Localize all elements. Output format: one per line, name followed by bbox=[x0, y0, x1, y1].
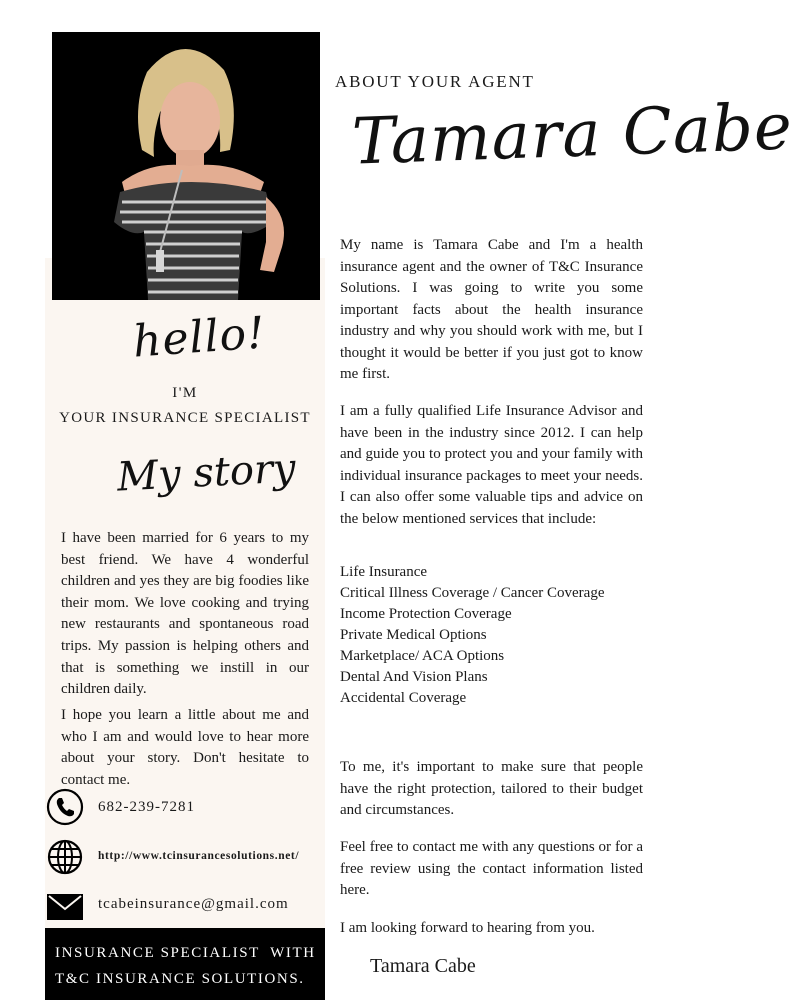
my-story-script-heading: My story bbox=[115, 445, 297, 501]
service-item: Critical Illness Coverage / Cancer Coverage bbox=[340, 585, 605, 601]
about-your-agent-heading: ABOUT YOUR AGENT bbox=[335, 72, 535, 91]
protection-paragraph: To me, it's important to make sure that people have the right protection, tailored to their budget and circumstances. bbox=[340, 759, 643, 818]
service-item: Private Medical Options bbox=[340, 627, 487, 643]
email-link[interactable]: tcabeinsurance@gmail.com bbox=[98, 896, 289, 912]
story-paragraph-1: I have been married for 6 years to my best friend. We have 4 wonderful children and yes they are big foodies like their mom. We love cooking and trying new restaurants and spontaneous road trips. My passion is helping others and that is something we instill in our children daily. bbox=[61, 530, 309, 698]
globe-icon bbox=[46, 838, 84, 876]
service-item: Marketplace/ ACA Options bbox=[340, 648, 505, 664]
story-paragraph-2: I hope you learn a little about me and who I am and would love to hear more about your story. Don't hesitate to contact me. bbox=[61, 707, 309, 788]
service-item: Income Protection Coverage bbox=[340, 606, 512, 622]
closing-line: I am looking forward to hearing from you. bbox=[340, 920, 595, 936]
service-item: Life Insurance bbox=[340, 564, 428, 580]
website-link[interactable]: http://www.tcinsurancesolutions.net/ bbox=[98, 850, 300, 862]
services-list bbox=[340, 562, 605, 709]
contact-invite-paragraph: Feel free to contact me with any questions or for a free review using the contact information listed here. bbox=[340, 839, 643, 898]
service-item: Dental And Vision Plans bbox=[340, 669, 488, 685]
banner-line-1: INSURANCE SPECIALIST WITH bbox=[55, 945, 316, 961]
signature-name: Tamara Cabe bbox=[370, 955, 476, 977]
agent-photo bbox=[52, 32, 320, 300]
phone-number-link[interactable]: 682-239-7281 bbox=[98, 799, 195, 815]
service-item: Accidental Coverage bbox=[340, 690, 467, 706]
qualification-paragraph: I am a fully qualified Life Insurance Advisor and have been in the industry since 2012. I can help and guide you to protect you and your family with individual insurance packages to meet your needs. I can also offer some valuable tips and advice on the below mentioned services that include: bbox=[340, 403, 643, 527]
envelope-icon bbox=[46, 888, 84, 926]
banner-line-2: T&C INSURANCE SOLUTIONS. bbox=[55, 971, 305, 987]
phone-icon bbox=[46, 788, 84, 826]
intro-paragraph: My name is Tamara Cabe and I'm a health insurance agent and the owner of T&C Insurance Solutions. I was going to write you some important facts about the health insurance industry and why you should work with me, but I thought it would be better if you just got to know me first. bbox=[340, 237, 643, 382]
agent-name-script: Tamara Cabe bbox=[350, 90, 794, 180]
specialist-banner bbox=[45, 928, 325, 1000]
specialist-label: YOUR INSURANCE SPECIALIST bbox=[59, 410, 311, 426]
hello-script-heading: hello! bbox=[131, 307, 268, 368]
im-label: I'M bbox=[172, 385, 198, 401]
agent-portrait-image bbox=[52, 32, 320, 300]
